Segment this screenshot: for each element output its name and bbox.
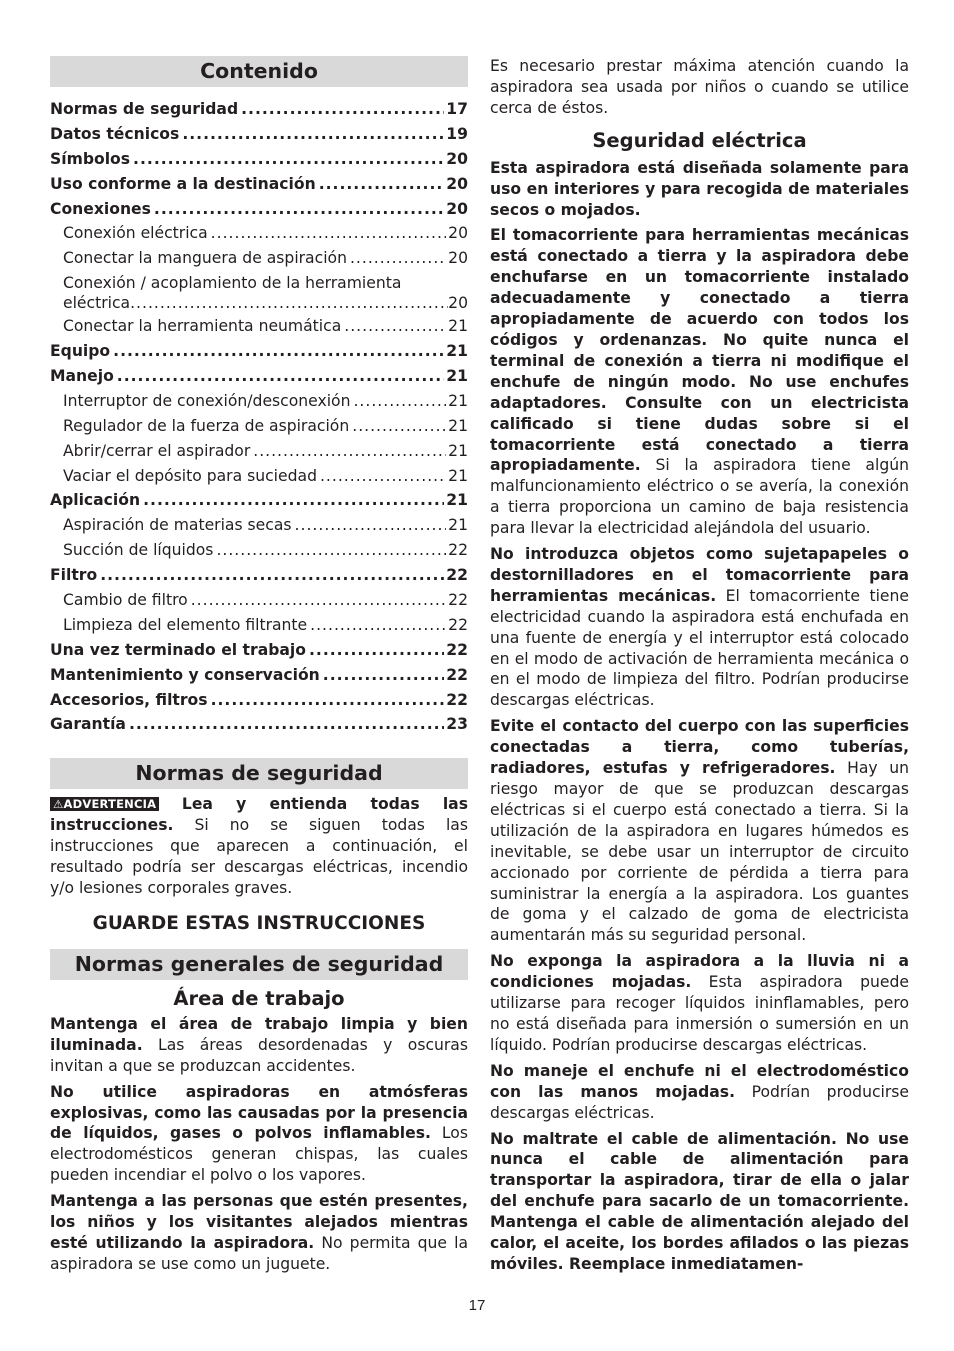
toc-entry-page: 22 xyxy=(446,690,468,709)
toc-leader xyxy=(353,389,446,414)
toc-entry xyxy=(50,613,468,638)
table-of-contents xyxy=(50,97,468,737)
toc-entry-title: Equipo xyxy=(50,342,111,361)
toc-entry-page: 19 xyxy=(446,124,468,143)
toc-entry-title: Conexiones xyxy=(50,199,151,218)
area-p3-text: No permita que la aspiradora se use como un juguete. xyxy=(50,1233,468,1273)
elec-paragraph-5 xyxy=(490,951,909,1056)
elec-paragraph-1 xyxy=(490,158,909,221)
toc-leader xyxy=(310,613,446,638)
toc-entry-title: Cambio de filtro xyxy=(63,591,188,610)
toc-entry-title: Limpieza del elemento filtrante xyxy=(63,615,308,634)
toc-entry-page: 21 xyxy=(446,342,468,361)
toc-entry-page: 22 xyxy=(448,591,468,610)
warning-badge: ⚠ADVERTENCIA xyxy=(50,797,159,811)
elec-p1-bold: Esta aspiradora está diseñada solamente para uso en interiores y para recogida de materiales secos o mojados. xyxy=(490,158,909,219)
toc-leader xyxy=(320,464,446,489)
toc-entry xyxy=(50,147,468,172)
toc-leader xyxy=(319,172,445,197)
toc-entry xyxy=(50,389,468,414)
toc-entry-title: Vaciar el depósito para suciedad xyxy=(63,466,317,485)
toc-leader xyxy=(352,414,446,439)
area-paragraph-3 xyxy=(50,1191,468,1275)
toc-entry xyxy=(50,314,468,339)
toc-entry xyxy=(50,246,468,271)
elec-p3-text: El tomacorriente tiene electricidad cuando la aspiradora está enchufada en una fuente de energía y el interruptor está colocado en el modo de activación de herramienta mecánica o en el modo de limpieza del filtro. Podrían producirse descargas eléctricas. xyxy=(490,586,909,710)
right-column xyxy=(490,56,909,1275)
toc-entry xyxy=(50,563,468,588)
generales-heading: Normas generales de seguridad xyxy=(50,949,468,980)
toc-entry-title: Filtro xyxy=(50,566,98,585)
toc-entry-title: Uso conforme a la destinación xyxy=(50,174,316,193)
elec-p4-bold: Evite el contacto del cuerpo con las superficies conectadas a tierra, como tuberías, radiadores, estufas y refrigeradores. xyxy=(490,717,909,778)
elec-paragraph-3 xyxy=(490,544,909,711)
toc-entry-title: Conectar la manguera de aspiración xyxy=(63,249,347,268)
toc-leader xyxy=(100,563,444,588)
toc-entry-title: Aspiración de materias secas xyxy=(63,516,292,535)
warning-text: Si no se siguen todas las instrucciones que aparecen a continuación, el resultado podría ser descargas eléctricas, incendio y/o lesiones corporales graves. xyxy=(50,816,468,897)
toc-entry xyxy=(50,513,468,538)
toc-leader xyxy=(211,688,445,713)
toc-entry-page: 20 xyxy=(446,199,468,218)
elec-p4-text: Hay un riesgo mayor de que se produzcan descargas eléctricas si el cuerpo está conectado a tierra. Si la utilización de la aspiradora en lugares húmedos es inevitable, se debe usar un interruptor de circuito accionado por corriente de pérdida a tierra para suministrar la energía a la aspiradora. Los guantes de goma y el calzado de goma de electricista aumentarán más su seguridad personal. xyxy=(490,759,909,945)
toc-entry xyxy=(50,588,468,613)
toc-entry-title: Conexión / acoplamiento de la herramienta xyxy=(63,274,402,293)
toc-leader xyxy=(241,97,444,122)
toc-entry-title: Interruptor de conexión/desconexión xyxy=(63,391,351,410)
toc-leader xyxy=(216,538,446,563)
toc-entry-page: 21 xyxy=(446,367,468,386)
toc-leader xyxy=(143,488,444,513)
toc-entry-page: 20 xyxy=(448,249,468,268)
toc-entry-page: 20 xyxy=(448,294,468,313)
elec-p7-bold: No maltrate el cable de alimentación. No use nunca el cable de alimentación para transportar la aspiradora, tirar de ella o jalar del enchufe para sacarlo de un tomacorriente. Mantenga el cable de alimentación alejado del calor, el aceite, los bordes afilados o las piezas móviles. Reemplace inmediatamen- xyxy=(490,1129,909,1273)
toc-entry-title: Abrir/cerrar el aspirador xyxy=(63,441,251,460)
toc-entry-title: Mantenimiento y conservación xyxy=(50,665,320,684)
area-p2-text: Los electrodomésticos generan chispas, las cuales pueden incendiar el polvo o los vapores. xyxy=(50,1124,468,1185)
toc-leader xyxy=(182,122,444,147)
toc-leader xyxy=(154,197,444,222)
area-paragraph-1 xyxy=(50,1014,468,1077)
toc-leader xyxy=(309,638,444,663)
area-trabajo-heading: Área de trabajo xyxy=(173,986,345,1010)
toc-entry xyxy=(50,97,468,122)
toc-entry xyxy=(50,712,468,737)
toc-entry-title-cont: eléctrica xyxy=(63,294,131,313)
toc-leader xyxy=(295,513,447,538)
toc-entry-title: Succión de líquidos xyxy=(63,541,214,560)
toc-entry-page: 22 xyxy=(448,541,468,560)
toc-entry xyxy=(50,364,468,389)
elec-p6-text: Podrían producirse descargas eléctricas. xyxy=(490,1082,909,1122)
normas-heading: Normas de seguridad xyxy=(50,758,468,789)
toc-entry xyxy=(50,122,468,147)
toc-entry-page: 21 xyxy=(448,416,468,435)
toc-entry xyxy=(50,439,468,464)
warning-triangle-icon: ⚠ xyxy=(53,797,64,812)
toc-leader xyxy=(350,246,446,271)
toc-entry xyxy=(50,273,468,313)
toc-leader xyxy=(129,712,444,737)
elec-p6-bold: No maneje el enchufe ni el electrodoméstico con las manos mojadas. xyxy=(490,1061,909,1101)
toc-entry-page: 20 xyxy=(448,224,468,243)
toc-entry-title: Manejo xyxy=(50,367,114,386)
toc-entry-title: Una vez terminado el trabajo xyxy=(50,640,306,659)
toc-entry xyxy=(50,414,468,439)
toc-entry-page: 20 xyxy=(446,174,468,193)
elec-p3-bold: No introduzca objetos como sujetapapeles o destornilladores en el tomacorriente para herramientas mecánicas. xyxy=(490,545,909,605)
toc-entry xyxy=(50,221,468,246)
toc-leader xyxy=(323,663,445,688)
toc-entry-title: Aplicación xyxy=(50,491,141,510)
elec-paragraph-7 xyxy=(490,1129,909,1275)
toc-entry xyxy=(50,638,468,663)
elec-paragraph-6 xyxy=(490,1061,909,1124)
toc-leader xyxy=(253,439,446,464)
toc-entry-page: 23 xyxy=(446,715,468,734)
area-p3-bold: Mantenga a las personas que estén presentes, los niños y los visitantes alejados mientras esté utilizando la aspiradora. xyxy=(50,1192,468,1252)
seguridad-electrica-heading: Seguridad eléctrica xyxy=(592,128,807,152)
left-column xyxy=(50,56,468,1275)
area-p1-text: Las áreas desordenadas y oscuras invitan a que se produzcan accidentes. xyxy=(50,1035,468,1075)
toc-leader xyxy=(211,221,447,246)
toc-entry xyxy=(50,464,468,489)
toc-leader xyxy=(133,147,444,172)
toc-entry-title: Datos técnicos xyxy=(50,124,180,143)
toc-entry-page: 21 xyxy=(448,466,468,485)
elec-p5-text: Esta aspiradora puede utilizarse para recoger líquidos ininflamables, pero no está diseñada para inmersión o sumersión en un líquido. Podrían producirse descargas eléctricas. xyxy=(490,973,909,1054)
elec-p2-text: Si la aspiradora tiene algún malfuncionamiento eléctrico o se avería, la conexión a tierra proporciona un camino de baja resistencia para llevar la electricidad alejándola del usuario. xyxy=(490,456,909,538)
toc-entry-page: 21 xyxy=(448,317,468,336)
warning-paragraph xyxy=(50,794,468,899)
toc-entry xyxy=(50,339,468,364)
toc-entry-page: 22 xyxy=(446,640,468,659)
toc-entry-title: Conectar la herramienta neumática xyxy=(63,317,342,336)
toc-leader xyxy=(130,293,448,313)
toc-entry-page: 21 xyxy=(448,391,468,410)
elec-p5-bold: No exponga la aspiradora a la lluvia ni a condiciones mojadas. xyxy=(490,952,909,992)
warning-bold: Lea y entienda todas las instrucciones. xyxy=(50,795,468,835)
toc-entry-page: 17 xyxy=(446,100,468,118)
guarde-heading: GUARDE ESTAS INSTRUCCIONES xyxy=(92,912,426,934)
toc-entry xyxy=(50,538,468,563)
toc-entry-page: 22 xyxy=(446,566,468,585)
toc-entry xyxy=(50,663,468,688)
toc-leader xyxy=(191,588,446,613)
toc-entry-page: 20 xyxy=(446,149,468,168)
area-paragraph-2 xyxy=(50,1082,468,1187)
toc-entry-page: 21 xyxy=(448,441,468,460)
toc-entry-page: 21 xyxy=(448,516,468,535)
intro-paragraph: Es necesario prestar máxima atención cuando la aspiradora sea usada por niños o cuando se utilice cerca de éstos. xyxy=(490,57,909,117)
toc-entry-title: Garantía xyxy=(50,715,126,734)
contenido-heading: Contenido xyxy=(50,56,468,87)
toc-entry-page: 22 xyxy=(446,665,468,684)
toc-entry-page: 22 xyxy=(448,615,468,634)
toc-entry-title: Regulador de la fuerza de aspiración xyxy=(63,416,350,435)
toc-leader xyxy=(113,339,444,364)
toc-leader xyxy=(344,314,446,339)
toc-entry-title: Accesorios, filtros xyxy=(50,690,208,709)
toc-leader xyxy=(117,364,445,389)
toc-entry xyxy=(50,172,468,197)
toc-entry-page: 21 xyxy=(446,491,468,510)
toc-entry-title: Símbolos xyxy=(50,149,131,168)
toc-entry xyxy=(50,197,468,222)
toc-entry-title: Conexión eléctrica xyxy=(63,224,208,243)
page-number: 17 xyxy=(468,1297,486,1314)
toc-entry xyxy=(50,688,468,713)
toc-entry-title: Normas de seguridad xyxy=(50,100,239,118)
elec-paragraph-2 xyxy=(490,225,909,539)
toc-entry xyxy=(50,488,468,513)
area-p1-bold: Mantenga el área de trabajo limpia y bien iluminada. xyxy=(50,1014,468,1054)
area-p2-bold: No utilice aspiradoras en atmósferas explosivas, como las causadas por la presencia de líquidos, gases o polvos inflamables. xyxy=(50,1082,468,1143)
elec-paragraph-4 xyxy=(490,716,909,946)
elec-p2-bold: El tomacorriente para herramientas mecánicas está conectado a tierra y la aspiradora debe enchufarse en un tomacorriente instalado adecuadamente y conectado a tierra apropiadamente de acuerdo con todos los códigos y ordenanzas. No quite nunca el terminal de conexión a tierra ni modifique el enchufe de ningún modo. No use enchufes adaptadores. Consulte con un electricista calificado si tiene dudas sobre si el tomacorriente está conectado a tierra apropiadamente. xyxy=(490,226,909,475)
